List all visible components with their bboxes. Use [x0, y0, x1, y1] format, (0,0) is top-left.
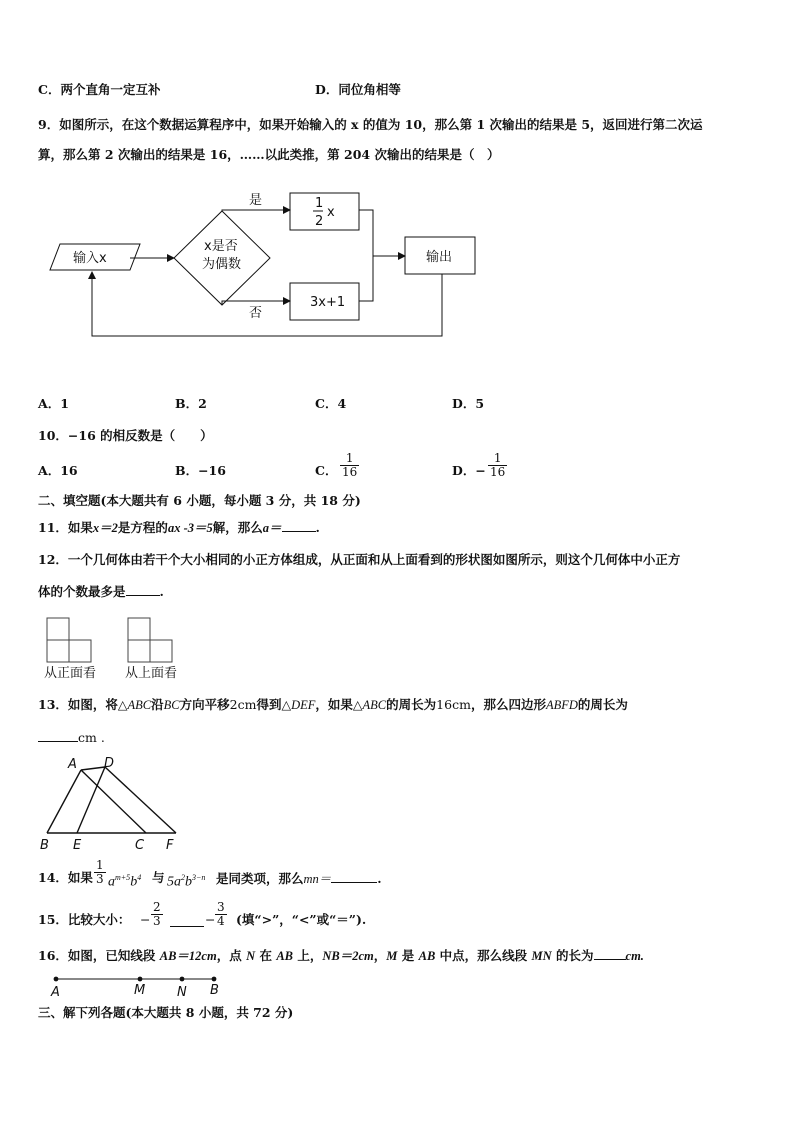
q14-prefix: 14．如果	[38, 870, 93, 885]
point-C: C	[135, 838, 145, 853]
q12-stem-line2: 体的个数最多是 .	[38, 584, 164, 599]
q9-option-d: D．5	[452, 396, 485, 411]
q10-option-c-label: C．	[315, 463, 338, 478]
flow-output-label: 输出	[426, 250, 453, 265]
flow-decision-line2: 为偶数	[202, 257, 242, 272]
q9-option-c: C．4	[315, 396, 347, 411]
seg-point-N: N	[177, 985, 187, 1000]
flow-decision-line1: x是否	[204, 239, 238, 254]
section-2-heading: 二、填空题(本大题共有 6 小题，每小题 3 分，共 18 分)	[38, 493, 361, 508]
q15-fraction-1: $\frac{2}{3}$	[153, 900, 161, 928]
q15-prefix: 15．比较大小：	[38, 912, 131, 927]
seg-point-B: B	[210, 983, 219, 998]
flow-half-num: 1	[315, 196, 324, 211]
q10-option-b: B．−16	[175, 463, 226, 478]
q10-stem: 10．−16 的相反数是（ ）	[38, 428, 213, 443]
q9-stem-line1: 9．如图所示，在这个数据运算程序中，如果开始输入的 x 的值为 10，那么第 1 次输出的结果是 5，返回进行第二次运	[38, 117, 703, 132]
front-view-caption: 从正面看	[44, 666, 97, 681]
q10-option-a: A．16	[38, 463, 78, 478]
section-3-heading: 三、解下列各题(本大题共 8 小题，共 72 分)	[38, 1005, 294, 1020]
q15-answer-blank	[170, 914, 204, 927]
q10-option-d-fraction: $\frac{1}{16}$	[490, 451, 506, 479]
point-D: D	[104, 756, 115, 771]
half-box	[290, 193, 359, 230]
q9-option-a: A．1	[38, 396, 69, 411]
flow-input-label: 输入x	[73, 251, 107, 266]
q13-stem-line2: cm .	[38, 729, 105, 746]
point-E: E	[73, 838, 82, 853]
q8-option-c: C．两个直角一定互补	[38, 82, 161, 97]
q10-option-c-fraction: $\frac{1}{16}$	[342, 451, 358, 479]
q14-and: 与	[152, 870, 165, 885]
flow-half-var: x	[327, 205, 335, 220]
translation-figure	[47, 767, 176, 833]
top-view-figure	[128, 618, 172, 662]
q11-line: 11．如果x＝2是方程的ax -3＝5解，那么a＝ .	[38, 520, 320, 535]
q16-stem: 16．如图，已知线段 AB＝12cm，点 N 在 AB 上，NB＝2cm，M 是 AB 中点，那么线段 MN 的长为 cm.	[38, 948, 644, 963]
flow-no-label: 否	[249, 306, 263, 321]
front-view-figure	[47, 618, 91, 662]
segment-figure	[54, 977, 217, 982]
top-view-caption: 从上面看	[125, 666, 178, 681]
point-A: A	[68, 757, 77, 772]
q15-suffix: (填“>”，“<”或“＝”).	[236, 912, 367, 927]
q9-option-b: B．2	[175, 396, 207, 411]
q14-coefficient-fraction: $\frac{1}{3}$	[96, 858, 104, 886]
q15-fraction-2: $\frac{3}{4}$	[217, 900, 225, 928]
q12-stem-line1: 12．一个几何体由若干个大小相同的小正方体组成，从正面和从上面看到的形状图如图所示，则这个几何体中小正方	[38, 552, 681, 567]
q14-term1: $a^{m+5}b^4$	[108, 873, 142, 890]
flow-yes-label: 是	[249, 193, 263, 208]
q15-neg2: −	[205, 912, 216, 927]
q10-option-d-label: D．−	[452, 463, 486, 478]
flow-triple-label: 3x+1	[310, 295, 346, 310]
seg-point-A: A	[51, 985, 60, 1000]
q14-term2: $5a^2b^{3-n}$	[167, 873, 206, 890]
flowchart	[50, 193, 475, 336]
q14-suffix: 是同类项，那么mn＝ .	[216, 871, 382, 886]
q9-stem-line2: 算，那么第 2 次输出的结果是 16，……以此类推，第 204 次输出的结果是（ ）	[38, 147, 500, 162]
point-B: B	[40, 838, 49, 853]
q13-stem-line1: 13．如图，将△ABC沿BC方向平移2cm得到△DEF，如果△ABC的周长为16cm，那么四边形ABFD的周长为	[38, 697, 628, 712]
q15-neg1: −	[140, 912, 151, 927]
flow-half-den: 2	[315, 214, 324, 229]
q8-option-d: D．同位角相等	[315, 82, 401, 97]
seg-point-M: M	[134, 983, 146, 998]
point-F: F	[166, 838, 174, 853]
